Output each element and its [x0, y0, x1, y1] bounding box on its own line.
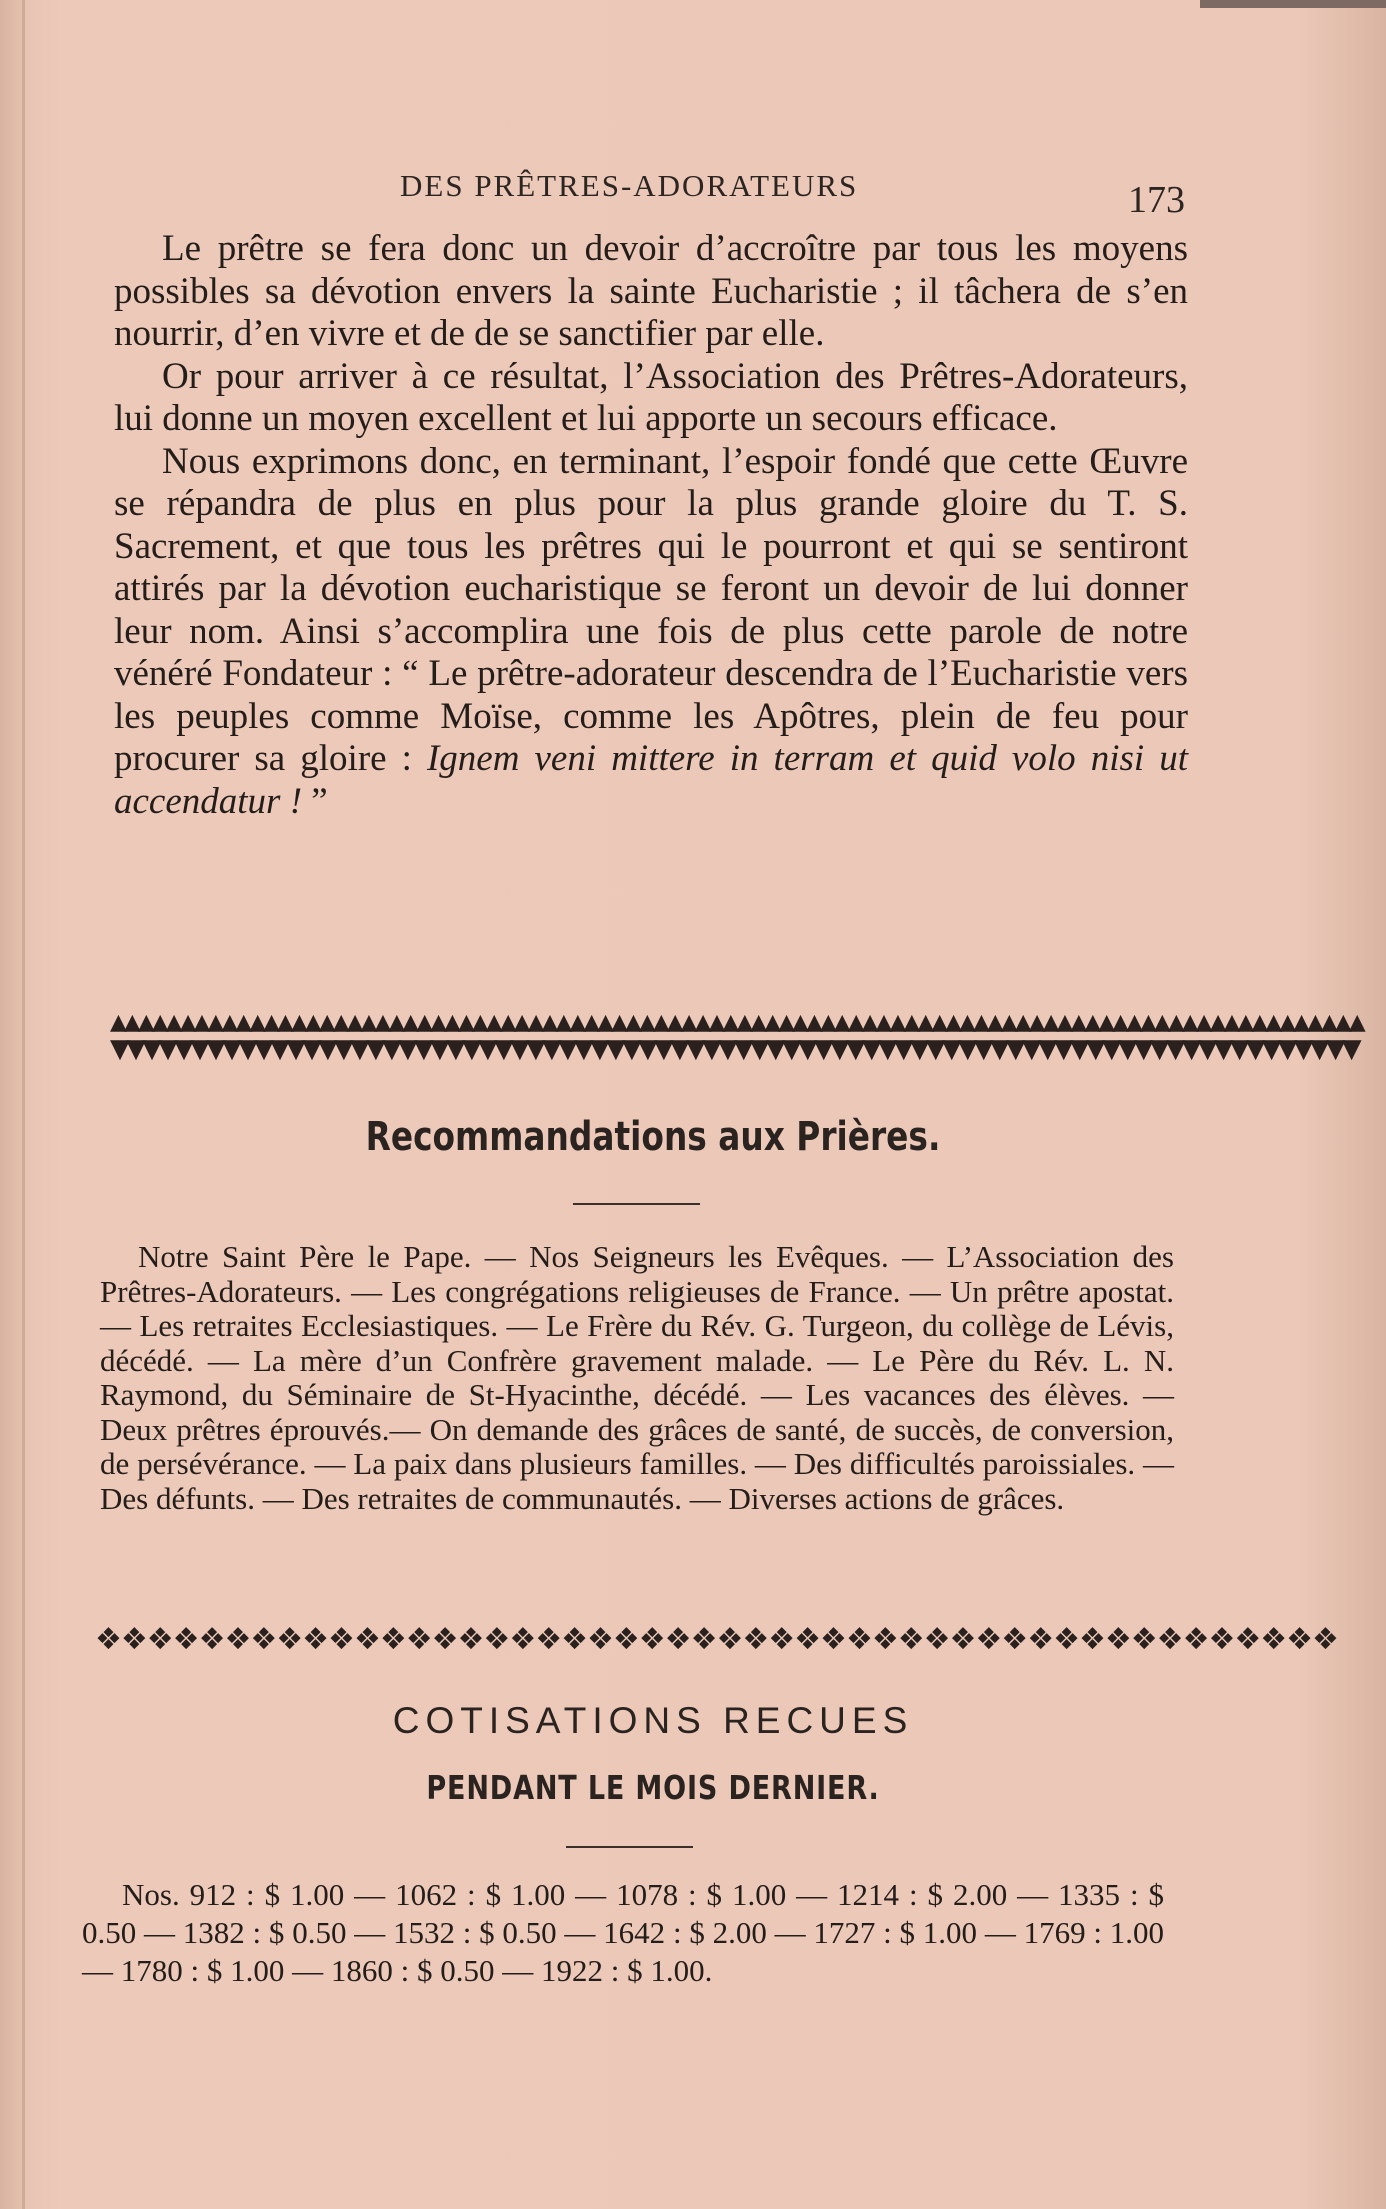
page-number: 173 [1128, 179, 1185, 221]
prayers-title: Recommandations aux Prières. [365, 1114, 941, 1160]
latin-quote: Ignem veni mittere in terram et quid volo nisi ut accendatur ! [114, 738, 1188, 822]
body-text [114, 228, 1188, 823]
receipts-subtitle: PENDANT LE MOIS DERNIER. [426, 1768, 880, 1807]
paragraph: Le prêtre se fera donc un devoir d’accroître par tous les moyens possibles sa dévotion envers la sainte Eucharistie ; il tâchera de s’en nourrir, d’en vivre et de de se sanctifier par elle. [114, 228, 1188, 354]
title-rule [573, 1203, 700, 1205]
ornamental-divider: ▲▲▲▲▲▲▲▲▲▲▲▲▲▲▲▲▲▲▲▲▲▲▲▲▲▲▲▲▲▲▲▲▲▲▲▲▲▲▲▲▲▲▲▲▲▲▲▲▲▲▲▲▲▲▲▲▲▲▲▲▲▲▲▲▲▲▲▲▲▲▲▲▲▲▲▲▲▲▲▲▲▲▲▲▲▲▲▲▲▲ ▼▼▼▼▼▼▼▼▼▼▼▼▼▼▼▼▼▼▼▼▼▼▼▼▼▼▼▼▼▼▼▼▼▼▼▼▼▼▼▼▼▼▼▼▼▼▼▼▼▼▼▼▼▼▼▼▼▼▼▼▼▼▼▼▼▼▼▼▼▼▼▼▼▼▼▼▼▼ [110, 1010, 1363, 1064]
receipts-title: COTISATIONS RECUES [392, 1700, 914, 1741]
page-edge-shadow [1200, 0, 1386, 8]
running-head: DES PRÊTRES-ADORATEURS [400, 168, 859, 203]
paragraph [114, 441, 1188, 824]
quote-close: ” [302, 780, 328, 822]
page-gutter [22, 0, 25, 2209]
title-rule [566, 1846, 693, 1848]
ornamental-divider: ❖❖❖❖❖❖❖❖❖❖❖❖❖❖❖❖❖❖❖❖❖❖❖❖❖❖❖❖❖❖❖❖❖❖❖❖❖❖❖❖❖❖❖❖❖❖❖❖ [95, 1622, 1338, 1657]
receipts-text: Nos. 912 : $ 1.00 — 1062 : $ 1.00 — 1078 : $ 1.00 — 1214 : $ 2.00 — 1335 : $ 0.50 — 1382 : $ 0.50 — 1532 : $ 0.50 — 1642 : $ 2.00 — 1727 : $ 1.00 — 1769 : 1.00 — 1780 : $ 1.00 — 1860 : $ 0.50 — 1922 : $ 1.00. [82, 1877, 1164, 1988]
paragraph: Or pour arriver à ce résultat, l’Association des Prêtres-Adorateurs, lui donne un moyen excellent et lui apporte un secours efficace. [114, 355, 1188, 439]
prayers-text: Notre Saint Père le Pape. — Nos Seigneurs les Evêques. — L’Association des Prêtres-Adorateurs. — Les congrégations religieuses de France. — Un prêtre apostat. — Les retraites Ecclesiastiques. — Le Frère du Rév. G. Turgeon, du collège de Lévis, décédé. — La mère d’un Confrère gravement malade. — Le Père du Rév. L. N. Raymond, du Séminaire de St-Hyacinthe, décédé. — Les vacances des élèves. — Deux prêtres éprouvés.— On demande des grâces de santé, de succès, de conversion, de persévérance. — La paix dans plusieurs familles. — Des difficultés paroissiales. — Des défunts. — Des retraites de communautés. — Diverses actions de grâces. [100, 1239, 1174, 1516]
paragraph-text: Nous exprimons donc, en terminant, l’espoir fondé que cette Œuvre se répandra de plus en plus pour la plus grande gloire du T. S. Sacrement, et que tous les prêtres qui le pourront et qui se sentiront attirés par la dévotion eucharistique se feront un devoir de lui donner leur nom. Ainsi s’accomplira une fois de plus cette parole de notre vénéré Fondateur : “ Le prêtre-adorateur descendra de l’Eucharistie vers les peuples comme Moïse, comme les Apôtres, plein de feu pour procurer sa gloire : [114, 440, 1188, 779]
